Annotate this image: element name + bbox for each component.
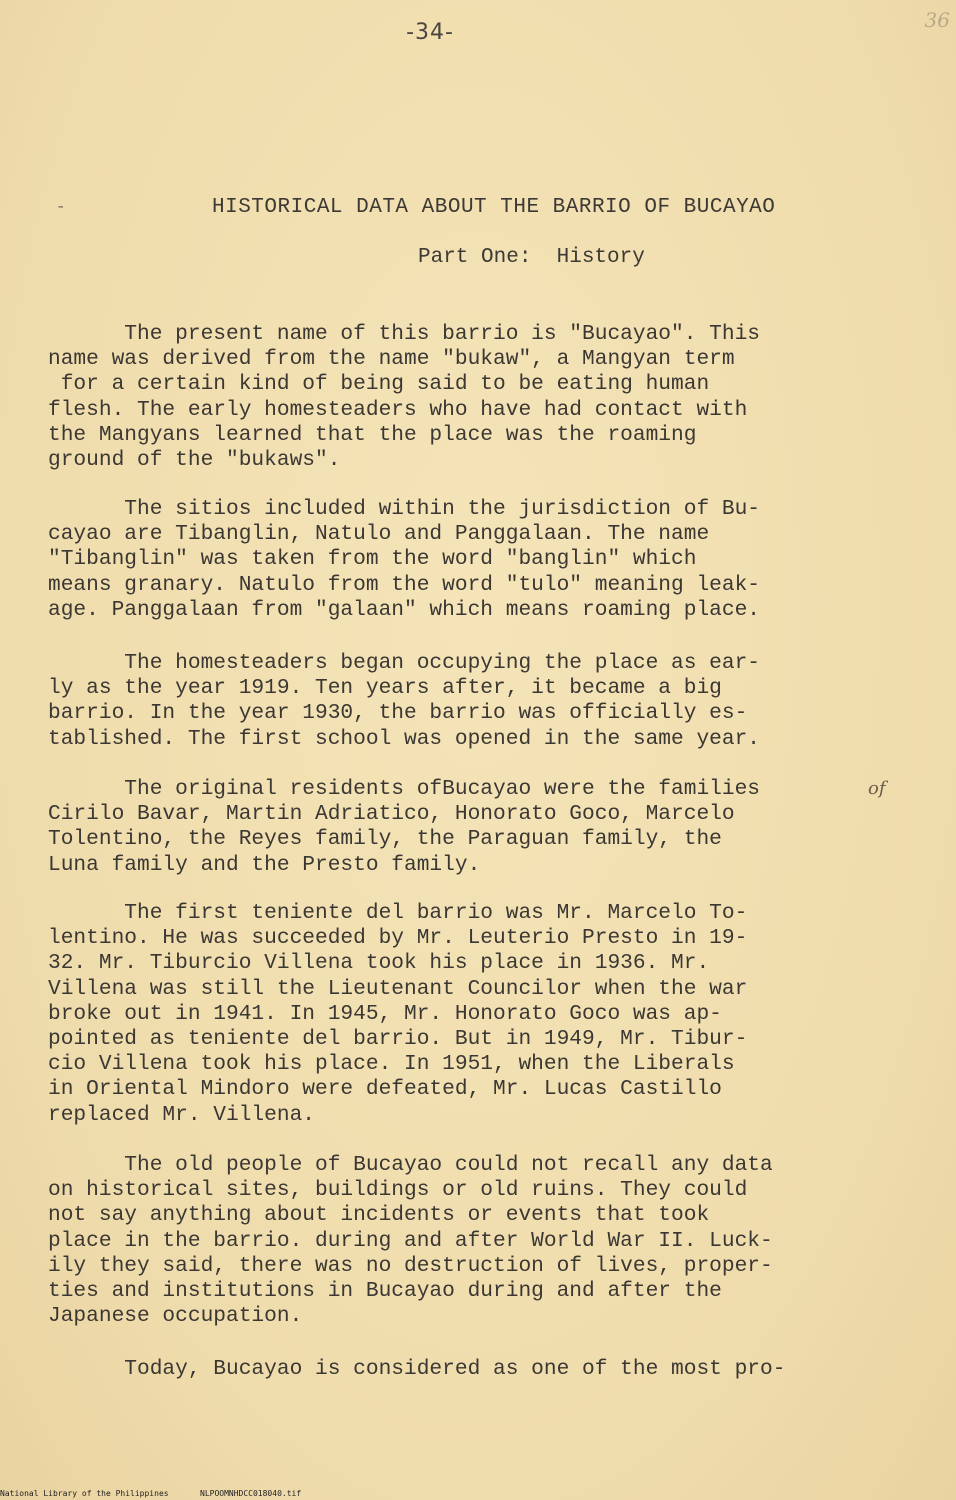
corner-pencil-mark: 36: [924, 8, 950, 32]
section-subtitle: Part One: History: [418, 246, 645, 269]
document-title: HISTORICAL DATA ABOUT THE BARRIO OF BUCAYAO: [212, 196, 776, 219]
paragraph-7: Today, Bucayao is considered as one of the most pro-: [48, 1357, 786, 1381]
paragraph-1: The present name of this barrio is "Bucayao". This name was derived from the name "bukaw", a Mangyan term for a certain kind of being said to be eating human flesh. The early homesteaders who have had contact with the Mangyans learned that the place was the roaming ground of the "bukaws".: [48, 322, 761, 473]
footer-file-name: NLPOOMNHDCC018040.tif: [200, 1489, 302, 1498]
paragraph-5: The first teniente del barrio was Mr. Marcelo To- lentino. He was succeeded by Mr. Leuterio Presto in 19- 32. Mr. Tiburcio Villena took his place in 1936. Mr. Villena was still the Lieutenant Councilor when the war broke out in 1941. In 1945, Mr. Honorato Goco was ap- pointed as teniente del barrio. But in 1949, Mr. Tibur- cio Villena took his place. In 1951, when the Liberals in Oriental Mindoro were defeated, Mr. Lucas Castillo replaced Mr. Villena.: [48, 901, 748, 1127]
handwritten-margin-note: of: [868, 778, 886, 799]
footer-library-name: National Library of the Philippines: [0, 1489, 169, 1498]
paragraph-6: The old people of Bucayao could not recall any data on historical sites, buildings or old ruins. They could not say anything about incidents or events that took place in the barrio. during and after World War II. Luck- ily they said, there was no destruction of lives, proper- ties and institutions in Bucayao during and after the Japanese occupation.: [48, 1153, 773, 1329]
margin-dash-mark: -: [56, 198, 66, 216]
paragraph-3: The homesteaders began occupying the place as ear- ly as the year 1919. Ten years after, it became a big barrio. In the year 1930, the barrio was officially es- tablished. The first school was opened in the same year.: [48, 651, 761, 751]
paragraph-4: The original residents ofBucayao were the families Cirilo Bavar, Martin Adriatico, Honorato Goco, Marcelo Tolentino, the Reyes family, the Paraguan family, the Luna family and the Presto family.: [48, 777, 761, 877]
paragraph-2: The sitios included within the jurisdiction of Bu- cayao are Tibanglin, Natulo and Panggalaan. The name "Tibanglin" was taken from the word "banglin" which means granary. Natulo from the word "tulo" meaning leak- age. Panggalaan from "galaan" which means roaming place.: [48, 497, 761, 622]
page-number: -34-: [406, 20, 454, 45]
